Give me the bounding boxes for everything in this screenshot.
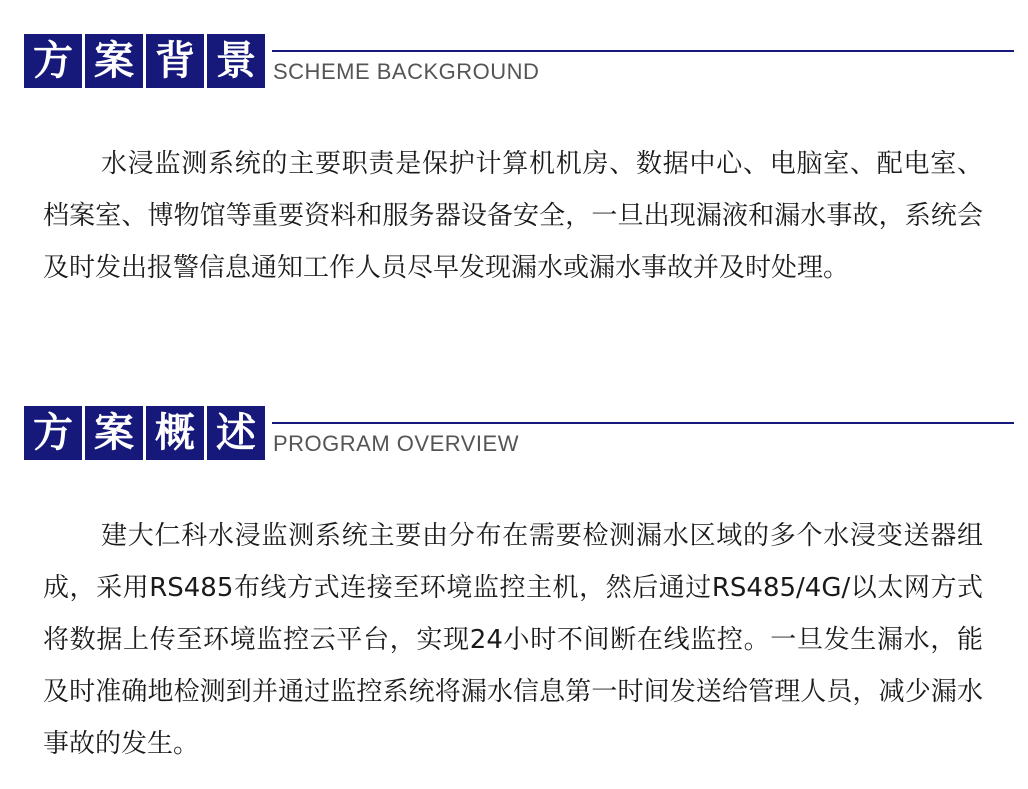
heading-divider-line bbox=[272, 422, 1014, 424]
title-char: 背 bbox=[146, 34, 204, 88]
title-char: 案 bbox=[85, 406, 143, 460]
heading-divider-line bbox=[272, 50, 1014, 52]
section-title bbox=[24, 406, 265, 460]
title-char: 案 bbox=[85, 34, 143, 88]
section-paragraph: 水浸监测系统的主要职责是保护计算机机房、数据中心、电脑室、配电室、档案室、博物馆等重要资料和服务器设备安全，一旦出现漏液和漏水事故，系统会及时发出报警信息通知工作人员尽早发现漏水或漏水事故并及时处理。 bbox=[43, 149, 983, 283]
title-char: 概 bbox=[146, 406, 204, 460]
section-subtitle: PROGRAM OVERVIEW bbox=[273, 431, 519, 456]
section-subtitle: SCHEME BACKGROUND bbox=[273, 59, 540, 84]
title-char: 方 bbox=[24, 34, 82, 88]
section-heading bbox=[24, 406, 1014, 460]
title-char: 景 bbox=[207, 34, 265, 88]
section-paragraph: 建大仁科水浸监测系统主要由分布在需要检测漏水区域的多个水浸变送器组成，采用RS485布线方式连接至环境监控主机，然后通过RS485/4G/以太网方式将数据上传至环境监控云平台，实现24小时不间断在线监控。一旦发生漏水，能及时准确地检测到并通过监控系统将漏水信息第一时间发送给管理人员，减少漏水事故的发生。 bbox=[43, 521, 983, 759]
title-char: 方 bbox=[24, 406, 82, 460]
section-heading bbox=[24, 34, 1014, 88]
section-title bbox=[24, 34, 265, 88]
title-char: 述 bbox=[207, 406, 265, 460]
